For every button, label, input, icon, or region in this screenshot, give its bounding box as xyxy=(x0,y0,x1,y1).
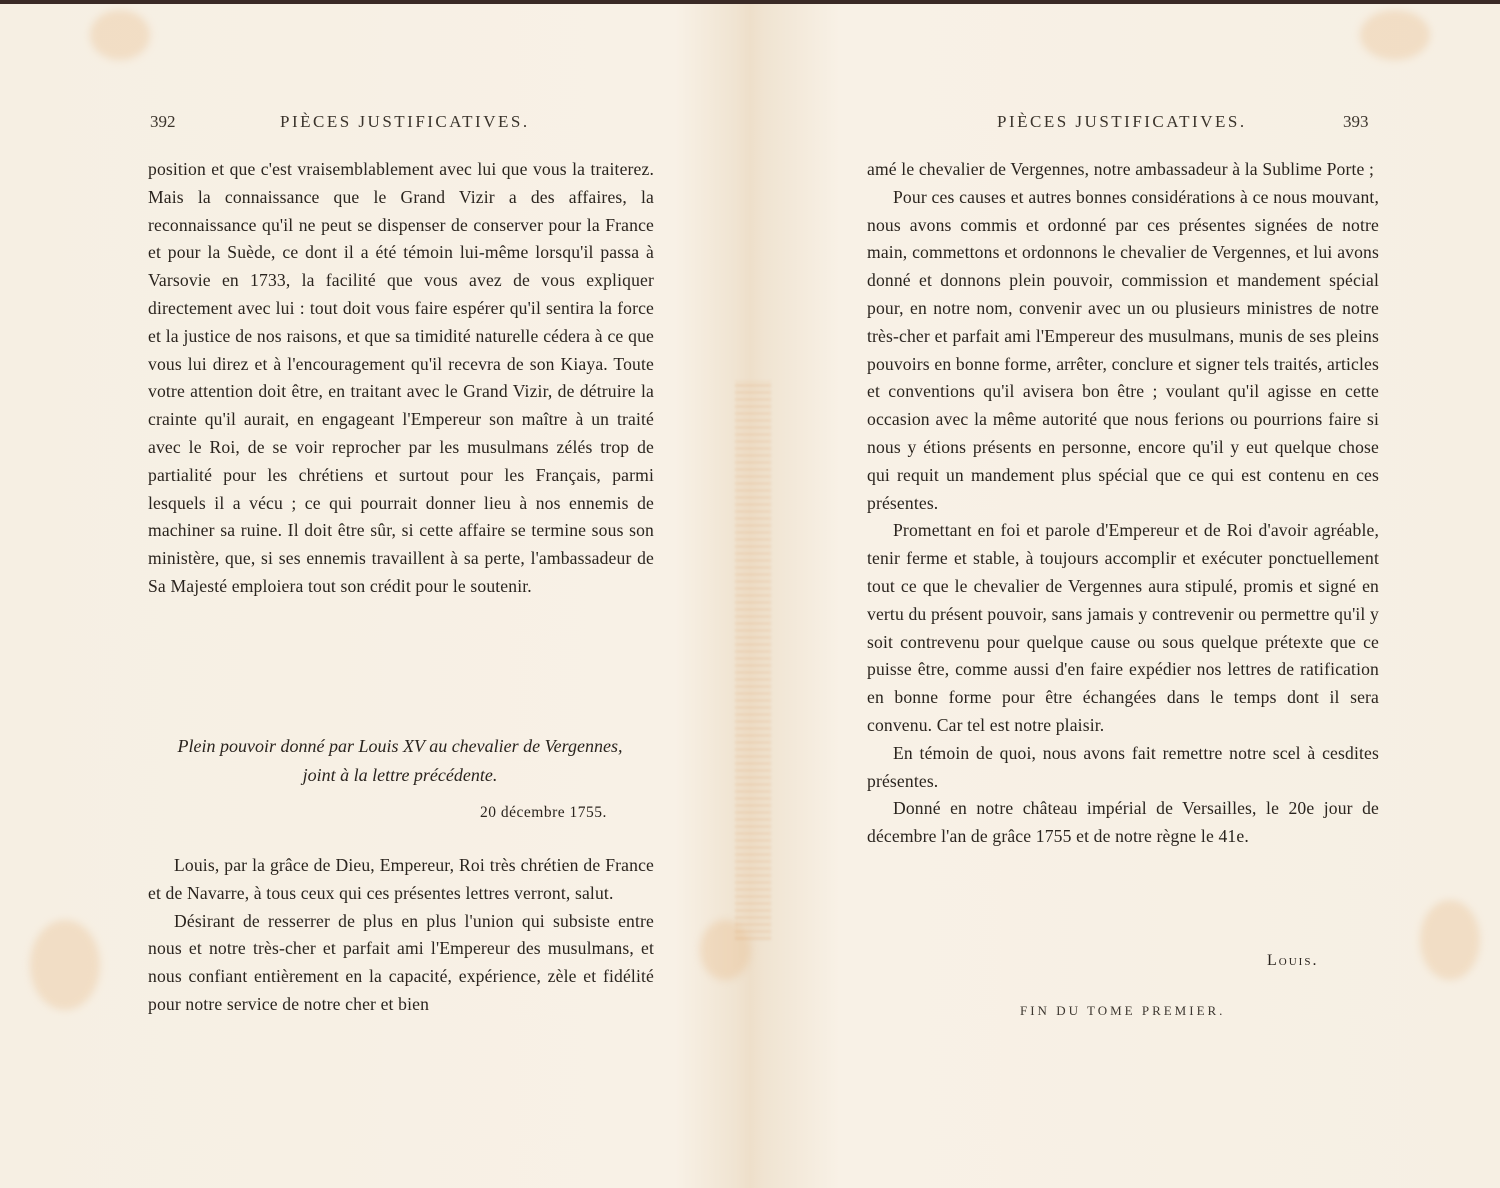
running-head: PIÈCES JUSTIFICATIVES. xyxy=(997,112,1247,131)
paragraph: position et que c'est vraisemblablement avec lui que vous la traiterez. Mais la connaissance que le Grand Vizir a des affaires, la reconnaissance qu'il ne peut se dispenser de conserver pour la France et pour la Suède, ce dont il a été témoin lui-même lorsqu'il passa à Varsovie en 1733, la facilité que vous avez de vous expliquer directement avec lui : tout doit vous faire espérer qu'il sentira la force et la justice de nos raisons, et que sa timidité naturelle cédera à ce que vous lui direz et à l'encouragement qu'il recevra de son Kiaya. Toute votre attention doit être, en traitant avec le Grand Vizir, de détruire la crainte qu'il aurait, en engageant l'Empereur son maître à un traité avec le Roi, de se voir reprocher par les musulmans zélés trop de partialité pour les chrétiens et surtout pour les Français, parmi lesquels il a vécu ; ce qui pourrait donner lieu à nos ennemis de machiner sa ruine. Il doit être sûr, si cette affaire se termine sous son ministère, que, si ses ennemis travaillent à sa perte, l'ambassadeur de Sa Majesté emploiera tout son crédit pour le soutenir. xyxy=(148,159,654,596)
page-number: 392 xyxy=(150,112,176,131)
paragraph: Promettant en foi et parole d'Empereur et de Roi d'avoir agréable, tenir ferme et stable, à toujours accomplir et exécuter ponctuellement tout ce que le chevalier de Vergennes aura stipulé, promis et signé en vertu du présent pouvoir, sans jamais y contrevenir ou permettre qu'il y soit contrevenu pour quelque cause ou sous quelque prétexte que ce puisse être, comme aussi d'en faire expédier nos lettres de ratification en bonne forme pour être échangées dans le temps dont il sera convenu. Car tel est notre plaisir. xyxy=(867,520,1379,735)
page-number: 393 xyxy=(1343,112,1369,131)
right-page xyxy=(755,0,1500,1188)
section-heading xyxy=(140,732,660,790)
left-page xyxy=(0,0,745,1188)
left-body-text-2 xyxy=(148,852,654,1019)
heading-line: Plein pouvoir donné par Louis XV au chevalier de Vergennes, xyxy=(177,736,623,756)
running-head: PIÈCES JUSTIFICATIVES. xyxy=(280,112,530,131)
right-body-text xyxy=(867,156,1379,851)
paragraph: Louis, par la grâce de Dieu, Empereur, Roi très chrétien de France et de Navarre, à tous ceux qui ces présentes lettres verront, salut. xyxy=(148,855,654,903)
document-date: 20 décembre 1755. xyxy=(480,804,607,821)
signature: Louis. xyxy=(1267,952,1319,969)
paragraph: Désirant de resserrer de plus en plus l'union qui subsiste entre nous et notre très-cher et parfait ami l'Empereur des musulmans, et nous confiant entièrement en la capacité, expérience, zèle et fidélité pour notre service de notre cher et bien xyxy=(148,910,654,1014)
end-note: FIN DU TOME PREMIER. xyxy=(1020,1003,1226,1018)
left-body-text xyxy=(148,156,654,601)
paragraph: amé le chevalier de Vergennes, notre ambassadeur à la Sublime Porte ; xyxy=(867,159,1375,179)
paragraph: Pour ces causes et autres bonnes considérations à ce nous mouvant, nous avons commis et ordonné par ces présentes signées de notre main, commettons et ordonnons le chevalier de Vergennes, et lui avons donné et donnons plein pouvoir, commission et mandement spécial pour, en notre nom, convenir avec un ou plusieurs ministres de notre très-cher et parfait ami l'Empereur des musulmans, munis de ses pleins pouvoirs en bonne forme, arrêter, conclure et signer tels traités, articles et conventions qu'il avisera bon être ; voulant qu'il agisse en cette occasion avec la même autorité que nous ferions ou pourrions faire si nous y étions présents en personne, encore qu'il y eut quelque chose qui requit un mandement plus spécial que ce qui est contenu en ces présentes. xyxy=(867,186,1379,513)
heading-line: joint à la lettre précédente. xyxy=(302,765,498,785)
paragraph: En témoin de quoi, nous avons fait remettre notre scel à cesdites présentes. xyxy=(867,742,1379,791)
paragraph: Donné en notre château impérial de Versailles, le 20e jour de décembre l'an de grâce 1755 et de notre règne le 41e. xyxy=(867,798,1379,847)
